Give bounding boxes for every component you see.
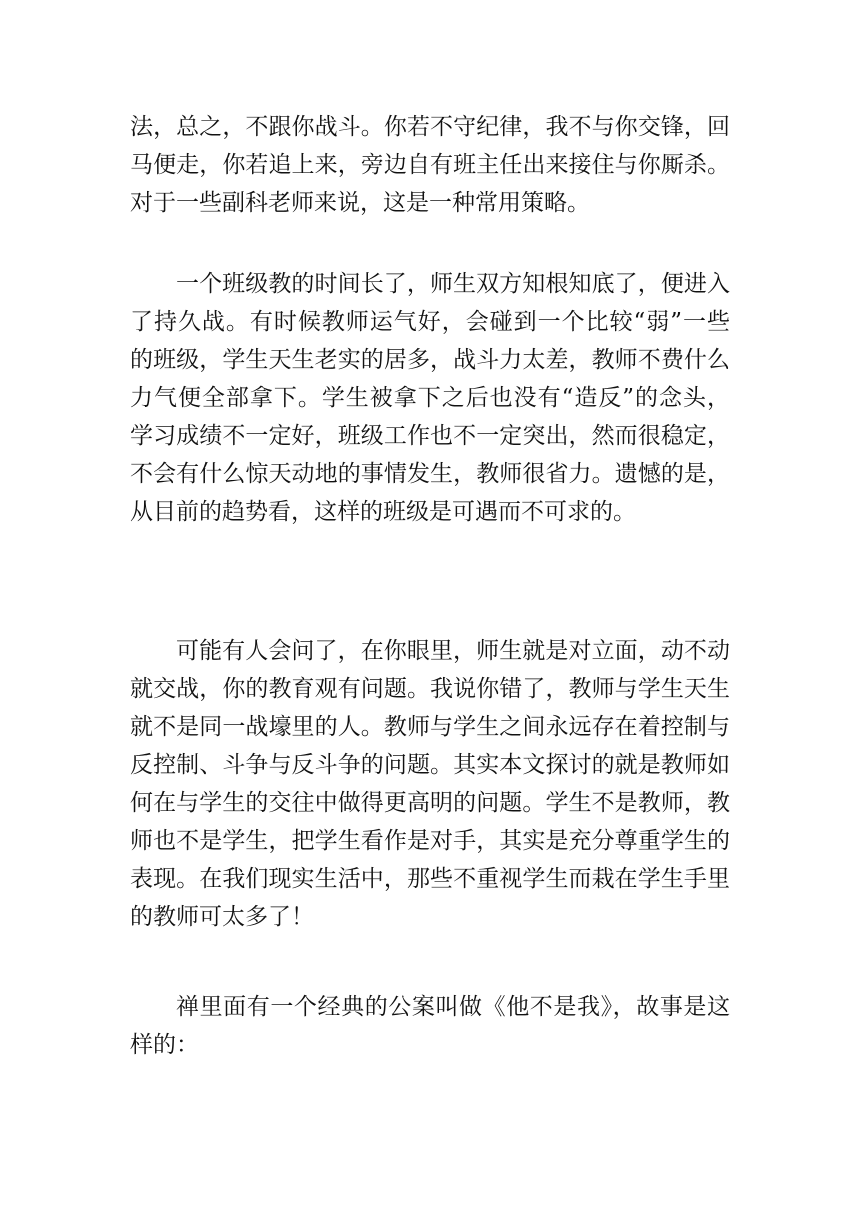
paragraph-line: 一个班级教的时间长了，师生双方知根知底了，便进入 bbox=[176, 271, 730, 297]
paragraph-line: 马便走，你若追上来，旁边自有班主任出来接住与你厮杀。 bbox=[130, 152, 730, 178]
paragraph-line: 就不是同一战壕里的人。教师与学生之间永远存在着控制与 bbox=[130, 714, 730, 740]
paragraph-line: 的教师可太多了！ bbox=[130, 904, 314, 930]
paragraph-line: 不会有什么惊天动地的事情发生，教师很省力。遗憾的是， bbox=[130, 461, 730, 487]
paragraph-line: 从目前的趋势看，这样的班级是可遇而不可求的。 bbox=[130, 499, 636, 525]
paragraph-line: 师也不是学生，把学生看作是对手，其实是充分尊重学生的 bbox=[130, 828, 730, 854]
paragraph-line: 反控制、斗争与反斗争的问题。其实本文探讨的就是教师如 bbox=[130, 752, 730, 778]
paragraph-2 bbox=[130, 265, 730, 531]
paragraph-4 bbox=[130, 988, 730, 1064]
paragraph-line: 样的： bbox=[130, 1032, 199, 1058]
paragraph-line: 法，总之，不跟你战斗。你若不守纪律，我不与你交锋，回 bbox=[130, 114, 730, 140]
paragraph-line: 可能有人会问了，在你眼里，师生就是对立面，动不动 bbox=[176, 638, 730, 664]
paragraph-line: 就交战，你的教育观有问题。我说你错了，教师与学生天生 bbox=[130, 676, 730, 702]
paragraph-3 bbox=[130, 632, 730, 936]
paragraph-line: 表现。在我们现实生活中，那些不重视学生而栽在学生手里 bbox=[130, 866, 730, 892]
paragraph-1 bbox=[130, 108, 730, 222]
paragraph-line: 力气便全部拿下。学生被拿下之后也没有“造反”的念头， bbox=[130, 385, 730, 411]
paragraph-line: 的班级，学生天生老实的居多，战斗力太差，教师不费什么 bbox=[130, 347, 730, 373]
paragraph-line: 了持久战。有时候教师运气好，会碰到一个比较“弱”一些 bbox=[130, 309, 730, 335]
paragraph-line: 学习成绩不一定好，班级工作也不一定突出，然而很稳定， bbox=[130, 423, 730, 449]
paragraph-line: 何在与学生的交往中做得更高明的问题。学生不是教师，教 bbox=[130, 790, 730, 816]
paragraph-line: 禅里面有一个经典的公案叫做《他不是我》，故事是这 bbox=[176, 994, 730, 1020]
paragraph-line: 对于一些副科老师来说，这是一种常用策略。 bbox=[130, 190, 590, 216]
